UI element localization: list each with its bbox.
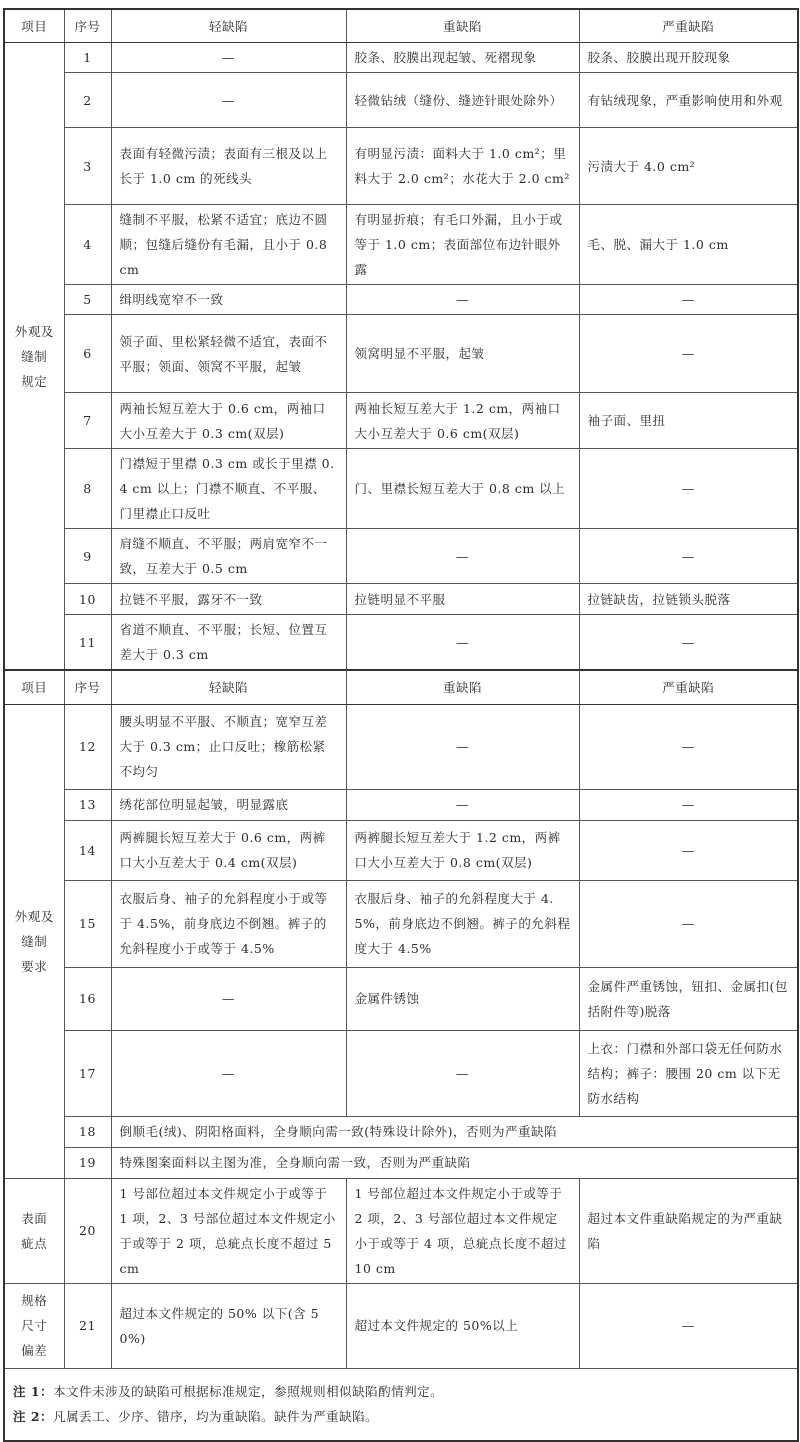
category-line: 偏差 [21, 1343, 48, 1358]
table-row [4, 584, 798, 615]
major-defect: 有明显折痕；有毛口外漏，且小于或等于 1.0 cm；表面部位布边针眼外露 [346, 205, 579, 285]
major-defect: 胶条、胶膜出现起皱、死褶现象 [346, 43, 579, 73]
notes-row [4, 1368, 798, 1441]
row-no: 17 [64, 1030, 111, 1116]
critical-defect: — [579, 529, 798, 584]
header-item: 项目 [4, 670, 64, 704]
row-no: 9 [64, 529, 111, 584]
minor-defect: — [111, 967, 346, 1030]
row-no: 20 [64, 1178, 111, 1283]
major-defect: — [346, 704, 579, 789]
critical-defect: 袖子面、里扭 [579, 393, 798, 449]
major-defect: — [346, 529, 579, 584]
major-defect: 两裤腿长短互差大于 1.2 cm，两裤口大小互差大于 0.8 cm(双层) [346, 820, 579, 880]
major-defect: 衣服后身、袖子的允斜程度大于 4.5%，前身底边不倒翘。裤子的允斜程度大于 4.5% [346, 880, 579, 967]
table-row [4, 43, 798, 73]
major-defect: — [346, 789, 579, 820]
minor-defect: 两裤腿长短互差大于 0.6 cm，两裤口大小互差大于 0.4 cm(双层) [111, 820, 346, 880]
table-row [4, 205, 798, 285]
major-defect: 两袖长短互差大于 1.2 cm，两袖口大小互差大于 0.6 cm(双层) [346, 393, 579, 449]
major-defect: 有明显污渍：面料大于 1.0 cm²；里料大于 2.0 cm²；水花大于 2.0 cm² [346, 128, 579, 205]
minor-defect: 拉链不平服，露牙不一致 [111, 584, 346, 615]
table-row [4, 615, 798, 671]
header-item: 项目 [4, 9, 64, 43]
critical-defect: — [579, 449, 798, 529]
table-row [4, 1147, 798, 1178]
table-row [4, 449, 798, 529]
minor-defect: — [111, 43, 346, 73]
table-row [4, 820, 798, 880]
row-no: 12 [64, 704, 111, 789]
critical-defect: 超过本文件重缺陷规定的为严重缺陷 [579, 1178, 798, 1283]
major-defect: 轻微钻绒（缝份、缝迹针眼处除外） [346, 73, 579, 128]
critical-defect: 毛、脱、漏大于 1.0 cm [579, 205, 798, 285]
table-row [4, 285, 798, 315]
row-no: 19 [64, 1147, 111, 1178]
minor-defect: 1 号部位超过本文件规定小于或等于 1 项，2、3 号部位超过本文件规定小于或等于 2 项，总疵点长度不超过 5 cm [111, 1178, 346, 1283]
category-cell [4, 1283, 64, 1368]
major-defect: 1 号部位超过本文件规定小于或等于 2 项，2、3 号部位超过本文件规定小于或等于 4 项，总疵点长度不超过 10 cm [346, 1178, 579, 1283]
category-cell [4, 43, 64, 671]
table-row [4, 1030, 798, 1116]
critical-defect: — [579, 615, 798, 671]
table-row [4, 529, 798, 584]
table-row [4, 393, 798, 449]
row-no: 2 [64, 73, 111, 128]
minor-defect: 衣服后身、袖子的允斜程度小于或等于 4.5%，前身底边不倒翘。裤子的允斜程度小于或等于 4.5% [111, 880, 346, 967]
table-row [4, 1116, 798, 1147]
minor-defect: 腰头明显不平服、不顺直；宽窄互差大于 0.3 cm；止口反吐；橡筋松紧不均匀 [111, 704, 346, 789]
header-critical: 严重缺陷 [579, 670, 798, 704]
minor-defect: — [111, 1030, 346, 1116]
header-minor: 轻缺陷 [111, 670, 346, 704]
critical-defect: 污渍大于 4.0 cm² [579, 128, 798, 205]
table-row [4, 128, 798, 205]
table-row [4, 789, 798, 820]
row-no: 4 [64, 205, 111, 285]
row-no: 15 [64, 880, 111, 967]
major-defect: — [346, 285, 579, 315]
header-no: 序号 [64, 670, 111, 704]
category-cell [4, 1178, 64, 1283]
merged-defect: 特殊图案面料以主图为准，全身顺向需一致，否则为严重缺陷 [111, 1147, 798, 1178]
category-line: 疵点 [21, 1235, 48, 1251]
minor-defect: 超过本文件规定的 50% 以下(含 50%) [111, 1283, 346, 1368]
note-2 [13, 1404, 789, 1429]
table-row [4, 1283, 798, 1368]
category-line: 规定 [21, 373, 48, 389]
minor-defect: 绣花部位明显起皱，明显露底 [111, 789, 346, 820]
table-row [4, 967, 798, 1030]
critical-defect: — [579, 315, 798, 393]
merged-defect: 倒顺毛(绒)、阴阳格面料，全身顺向需一致(特殊设计除外)，否则为严重缺陷 [111, 1116, 798, 1147]
critical-defect: — [579, 704, 798, 789]
row-no: 14 [64, 820, 111, 880]
note-text: 凡属丢工、少序、错序，均为重缺陷。缺件为严重缺陷。 [53, 1409, 379, 1425]
table-row [4, 880, 798, 967]
minor-defect: — [111, 73, 346, 128]
category-line: 缝制 [21, 933, 48, 949]
category-line: 外观及 [14, 323, 54, 339]
row-no: 3 [64, 128, 111, 205]
row-no: 1 [64, 43, 111, 73]
row-no: 6 [64, 315, 111, 393]
note-text: 本文件未涉及的缺陷可根据标准规定，参照规则相似缺陷酌情判定。 [53, 1384, 444, 1400]
critical-defect: 胶条、胶膜出现开胶现象 [579, 43, 798, 73]
row-no: 18 [64, 1116, 111, 1147]
defect-classification-table [3, 8, 799, 1442]
major-defect: — [346, 615, 579, 671]
header-critical: 严重缺陷 [579, 9, 798, 43]
header-minor: 轻缺陷 [111, 9, 346, 43]
category-line: 外观及 [14, 908, 54, 924]
category-cell [4, 704, 64, 1178]
major-defect: 金属件锈蚀 [346, 967, 579, 1030]
row-no: 10 [64, 584, 111, 615]
critical-defect: 上衣：门襟和外部口袋无任何防水结构；裤子：腰围 20 cm 以下无防水结构 [579, 1030, 798, 1116]
critical-defect: 有钻绒现象，严重影响使用和外观 [579, 73, 798, 128]
minor-defect: 省道不顺直、不平服；长短、位置互差大于 0.3 cm [111, 615, 346, 671]
category-line: 尺寸 [21, 1318, 48, 1333]
critical-defect: — [579, 789, 798, 820]
category-line: 缝制 [21, 348, 48, 364]
table-row [4, 315, 798, 393]
category-line: 规格 [21, 1293, 48, 1308]
minor-defect: 两袖长短互差大于 0.6 cm，两袖口大小互差大于 0.3 cm(双层) [111, 393, 346, 449]
note-label: 注 2： [13, 1409, 54, 1425]
critical-defect: 金属件严重锈蚀，钮扣、金属扣(包括附件等)脱落 [579, 967, 798, 1030]
note-label: 注 1： [13, 1384, 54, 1400]
major-defect: — [346, 1030, 579, 1116]
minor-defect: 领子面、里松紧轻微不适宜，表面不平服；领面、领窝不平服，起皱 [111, 315, 346, 393]
row-no: 16 [64, 967, 111, 1030]
notes-cell [4, 1368, 798, 1441]
header-major: 重缺陷 [346, 9, 579, 43]
row-no: 13 [64, 789, 111, 820]
table-row [4, 1178, 798, 1283]
category-line: 表面 [21, 1210, 48, 1226]
header-row-repeat [4, 670, 798, 704]
critical-defect: — [579, 880, 798, 967]
header-row [4, 9, 798, 43]
major-defect: 拉链明显不平服 [346, 584, 579, 615]
critical-defect: — [579, 1283, 798, 1368]
critical-defect: — [579, 820, 798, 880]
major-defect: 超过本文件规定的 50%以上 [346, 1283, 579, 1368]
row-no: 11 [64, 615, 111, 671]
major-defect: 门、里襟长短互差大于 0.8 cm 以上 [346, 449, 579, 529]
minor-defect: 门襟短于里襟 0.3 cm 或长于里襟 0.4 cm 以上；门襟不顺直、不平服、门里襟止口反吐 [111, 449, 346, 529]
minor-defect: 缝制不平服，松紧不适宜；底边不圆顺；包缝后缝份有毛漏，且小于 0.8 cm [111, 205, 346, 285]
minor-defect: 表面有轻微污渍；表面有三根及以上长于 1.0 cm 的死线头 [111, 128, 346, 205]
critical-defect: — [579, 285, 798, 315]
header-major: 重缺陷 [346, 670, 579, 704]
table-row [4, 73, 798, 128]
row-no: 8 [64, 449, 111, 529]
minor-defect: 缉明线宽窄不一致 [111, 285, 346, 315]
critical-defect: 拉链缺齿，拉链锁头脱落 [579, 584, 798, 615]
minor-defect: 肩缝不顺直、不平服；两肩宽窄不一致，互差大于 0.5 cm [111, 529, 346, 584]
note-1 [13, 1379, 789, 1404]
row-no: 5 [64, 285, 111, 315]
row-no: 21 [64, 1283, 111, 1368]
major-defect: 领窝明显不平服，起皱 [346, 315, 579, 393]
header-no: 序号 [64, 9, 111, 43]
table-row [4, 704, 798, 789]
category-line: 要求 [21, 958, 48, 974]
row-no: 7 [64, 393, 111, 449]
